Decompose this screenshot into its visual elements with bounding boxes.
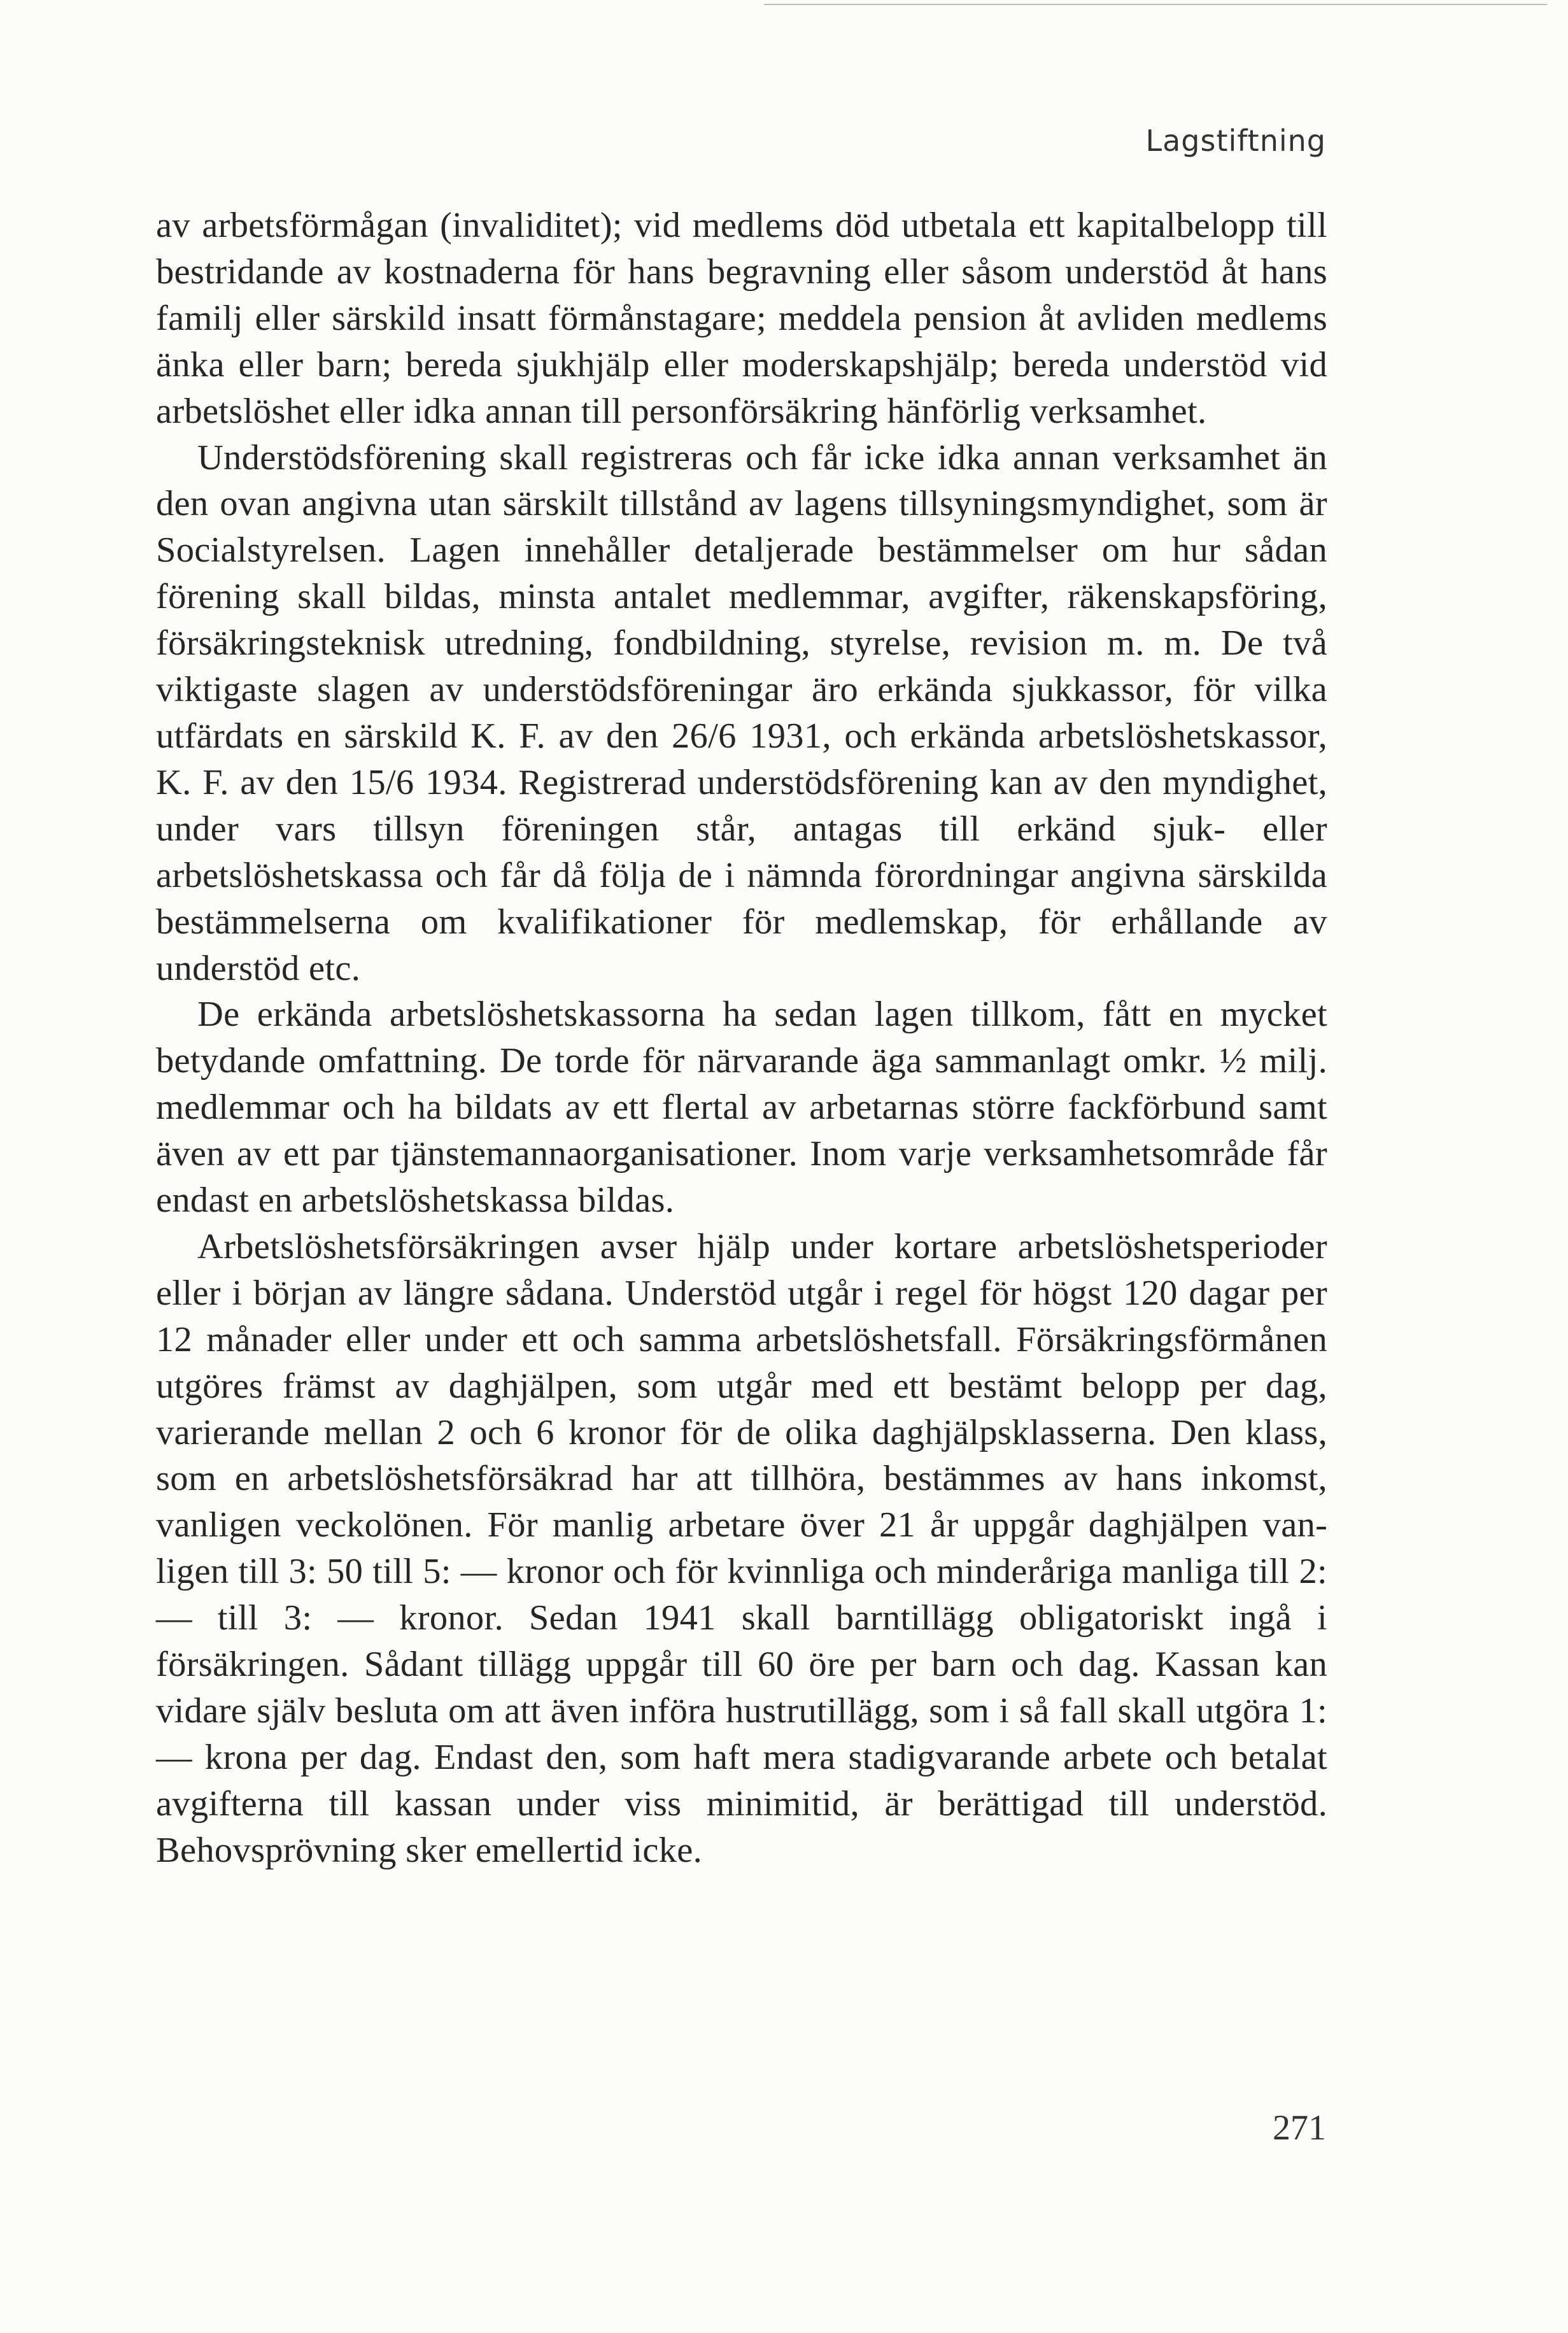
running-head: Lagstiftning	[1145, 124, 1326, 158]
paragraph: av arbetsförmågan (invaliditet); vid medlems död utbetala ett kapitalbelopp till bestridande av kostnaderna för hans begravning eller såsom understöd åt hans familj eller särskild insatt förmånstagare; meddela pension åt avliden medlems änka eller barn; bereda sjukhjälp eller moderskapshjälp; bereda understöd vid arbetslöshet eller idka annan till personförsäkring hänförlig verksamhet.	[156, 206, 1327, 431]
paragraph: Arbetslöshetsförsäkringen avser hjälp under kortare arbetslöshetsperioder eller i början av längre sådana. Understöd utgår i regel för högst 120 dagar per 12 månader eller under ett och samma arbetslöshetsfall. Försäkringsförmånen utgöres främst av daghjälpen, som utgår med ett bestämt belopp per dag, varierande mellan 2 och 6 kronor för de olika daghjälpsklasserna. Den klass, som en arbetslöshetsförsäkrad har att tillhöra, bestämmes av hans inkomst, vanligen veckolönen. För manlig arbetare över 21 år uppgår daghjälpen vanligen till 3: 50 till 5: — kronor och för kvinnliga och minderåriga manliga till 2: — till 3: — kronor. Sedan 1941 skall barntillägg obligatoriskt ingå i försäkringen. Sådant tillägg uppgår till 60 öre per barn och dag. Kassan kan vidare själv besluta om att även införa hustrutillägg, som i så fall skall utgöra 1: — krona per dag. Endast den, som haft mera stadigvarande arbete och betalat avgifterna till kassan under viss minimitid, är berättigad till understöd. Behovsprövning sker emellertid icke.	[156, 1226, 1327, 1870]
paragraph: De erkända arbetslöshetskassorna ha sedan lagen tillkom, fått en mycket betydande omfattning. De torde för närvarande äga sammanlagt omkr. ½ milj. medlemmar och ha bildats av ett flertal av arbetarnas större fackförbund samt även av ett par tjänstemannaorganisationer. Inom varje verksamhetsområde får endast en arbetslöshetskassa bildas.	[156, 995, 1327, 1221]
body-text	[156, 202, 1327, 1874]
top-edge-rule	[764, 4, 1547, 5]
paragraph: Understödsförening skall registreras och får icke idka annan verksamhet än den ovan angivna utan särskilt tillstånd av lagens tillsyningsmyndighet, som är Socialstyrelsen. Lagen innehåller detaljerade bestämmelser om hur sådan förening skall bildas, minsta antalet medlemmar, avgifter, räkenskapsföring, försäkringsteknisk utredning, fondbildning, styrelse, revision m. m. De två viktigaste slagen av understödsföreningar äro erkända sjukkassor, för vilka utfärdats en särskild K. F. av den 26/6 1931, och erkända arbetslöshetskassor, K. F. av den 15/6 1934. Registrerad understödsförening kan av den myndighet, under vars tillsyn föreningen står, antagas till erkänd sjuk- eller arbetslöshetskassa och får då följa de i nämnda förordningar angivna särskilda bestämmelserna om kvalifikationer för medlemskap, för erhållande av understöd etc.	[156, 437, 1327, 988]
page-number: 271	[1273, 2108, 1326, 2148]
